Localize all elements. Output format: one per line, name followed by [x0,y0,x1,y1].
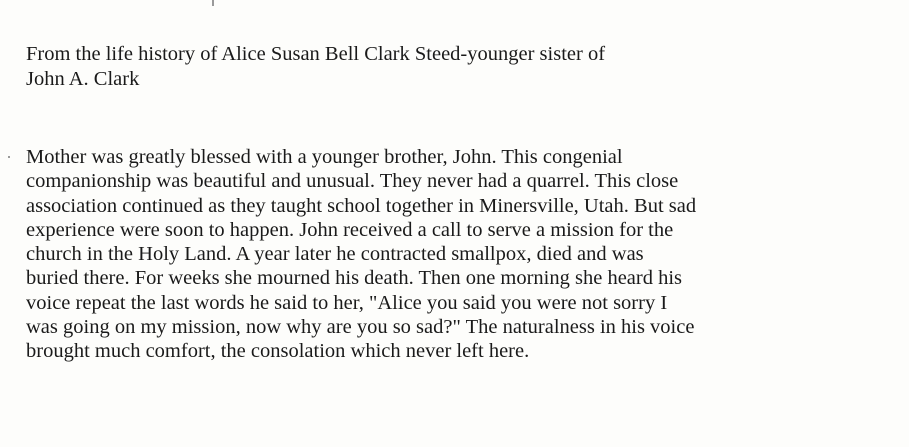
document-body-paragraph [26,145,696,363]
heading-line: John A. Clark [26,68,140,90]
paragraph-line: church in the Holy Land. A year later he contracted smallpox, died and was [26,243,644,265]
paragraph-line: experience were soon to happen. John received a call to serve a mission for the [26,218,674,241]
heading-line: From the life history of Alice Susan Bell Clark Steed-younger sister of [26,43,606,65]
paragraph-line: companionship was beautiful and unusual. They never had a quarrel. This close [26,170,679,193]
document-heading [26,42,605,92]
paragraph-line: buried there. For weeks she mourned his death. Then one morning she heard his [26,267,683,290]
paragraph-line: association continued as they taught school together in Minersville, Utah. But sad [26,194,697,217]
scan-speck [212,0,214,6]
paragraph-line: was going on my mission, now why are you so sad?" The naturalness in his voice [26,315,695,338]
paragraph-line: brought much comfort, the consolation which never left here. [26,340,530,362]
paragraph-line: Mother was greatly blessed with a younger brother, John. This congenial [26,146,623,168]
scan-speck [8,156,10,158]
paragraph-line: voice repeat the last words he said to her, "Alice you said you were not sorry I [26,291,668,314]
